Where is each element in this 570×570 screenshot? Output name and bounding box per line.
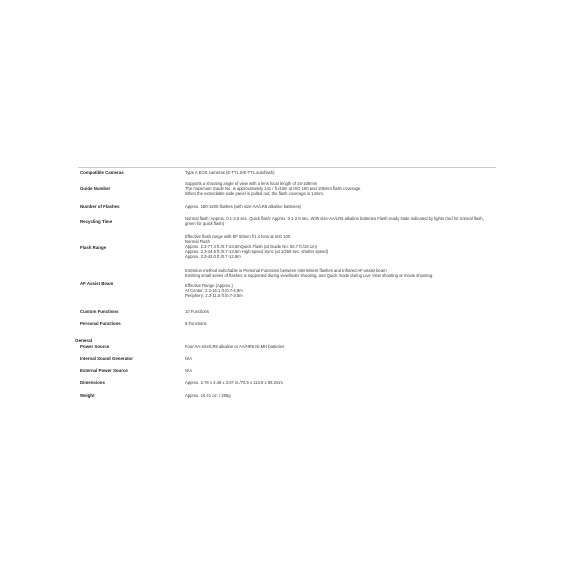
spec-value <box>185 321 485 326</box>
spec-value-line: green for quick flash) <box>185 221 225 227</box>
section-heading-general: General <box>75 338 93 343</box>
spec-value-line: Effective flash range with EF 50mm f/1.4 lens at ISO 100 <box>185 234 291 239</box>
spec-value-line: N/A <box>185 356 192 361</box>
spec-value <box>185 268 485 299</box>
spec-value <box>185 344 485 349</box>
spec-value <box>185 368 485 373</box>
spec-value-line: Four AA-size/LR6 alkaline or AA/HR6 Ni-MH batteries <box>185 344 285 349</box>
spec-value-line: Approx. 2.78 x 4.48 x 3.67 in./70.5 x 113.8 x 98.2mm <box>185 380 283 385</box>
spec-value-line: Approx. 2.3-77.4 ft./0.7-23.6mQuick Flash (at Guide No. 92.7 ft./19.1m) <box>185 244 317 250</box>
spec-value-line: Effective Range (Approx.) <box>185 283 233 289</box>
spec-value <box>185 380 485 385</box>
spec-value <box>185 204 485 209</box>
spec-value-line: N/A <box>185 368 192 373</box>
spec-value <box>185 309 485 314</box>
spec-value-line: Periphery: 2.3-11.5 ft./0.7-3.5m <box>185 293 243 299</box>
spec-label: AF Assist Beam <box>80 281 114 286</box>
spec-value-line: Approx. 2.3-42.0 ft./0.7-12.8m <box>185 254 241 260</box>
spec-value-line: Normal flash: Approx. 0.1-3.5 sec. Quick flash: Approx. 0.1-2.5 sec. With size-AA/LR6 alkaline batteries Flash-ready state indicated by lights (red for normal flash, <box>185 216 484 221</box>
spec-value-line: When the extendable wide panel is pulled out, the flash coverage is 14mm. <box>185 191 324 197</box>
spec-value <box>185 170 485 175</box>
spec-label: Personal Functions <box>80 321 121 326</box>
spec-label: Recycling Time <box>80 219 113 224</box>
spec-value <box>185 393 485 398</box>
spec-label: External Power Source <box>80 368 128 373</box>
spec-value <box>185 234 485 259</box>
spec-label: Flash Range <box>80 245 107 250</box>
spec-value <box>185 216 485 226</box>
spec-value-line: At Center: 2.3-16.1 ft./0.7-4.9m <box>185 288 243 294</box>
spec-value-line: Approx. 2.3-44.6 ft./0.7-13.6m High-speed Sync (at 1/250 sec. shutter speed) <box>185 249 329 255</box>
spec-value-line: Type A EOS cameras (E-TTL II/E-TTL autoflash) <box>185 170 275 175</box>
spec-label: Compatible Cameras <box>80 170 124 175</box>
spec-label: Number of Flashes <box>80 204 120 209</box>
spec-value-line: Emitting small series of flashes is supported during viewfinder shooting, and Quick mode during Live View shooting or movie shooting. <box>185 273 434 279</box>
spec-label: Dimensions <box>80 380 105 385</box>
spec-value <box>185 181 485 196</box>
spec-value-line: Emission method switchable in Personal Functions between Intermittent flashes and Infrared AF-assist beam <box>185 268 387 273</box>
spec-label: Internal Sound Generator <box>80 356 133 361</box>
spec-value-line: Approx. 180-1200 flashes (with size-AA/LR6 alkaline batteries) <box>185 204 302 209</box>
spec-value-line: 8 Functions <box>185 321 207 326</box>
spec-value-line: 10 Functions <box>185 309 209 314</box>
spec-label: Weight <box>80 393 95 398</box>
spec-label: Custom Functions <box>80 309 119 314</box>
spec-value-line: The maximum Guide No. is approximately 141 / ft./43m at ISO 100 and 105mm flash coverage. <box>185 186 362 192</box>
spec-label: Power Source <box>80 344 110 349</box>
top-divider <box>78 167 496 168</box>
spec-label: Guide Number <box>80 186 111 191</box>
spec-value-line: Normal Flash <box>185 239 210 245</box>
spec-value-line: Approx. 10.41 oz. / 295g <box>185 393 231 398</box>
spec-value <box>185 356 485 361</box>
spec-value-line: Supports a shooting angle of view with a lens focal length of 24-105mm <box>185 181 318 186</box>
